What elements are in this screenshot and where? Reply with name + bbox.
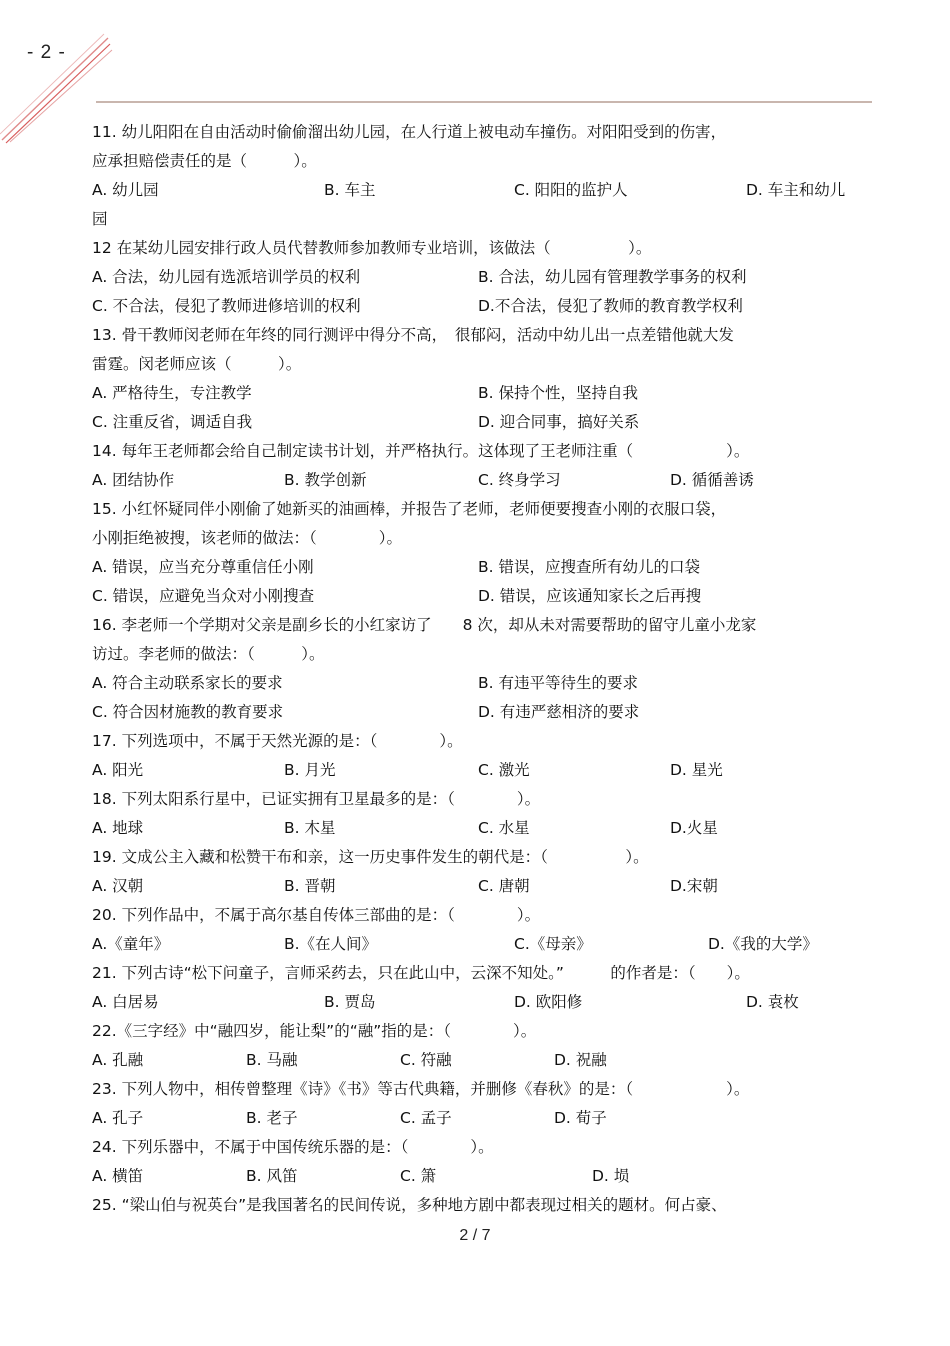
answer-option: D. 星光 — [670, 761, 723, 779]
answer-option: A.《童年》 — [92, 935, 170, 953]
answer-option: B. 错误，应搜查所有幼儿的口袋 — [478, 558, 700, 576]
answer-option: A. 团结协作 — [92, 471, 175, 489]
option-row — [92, 930, 882, 959]
answer-option: D. 祝融 — [554, 1051, 607, 1069]
question-text-line: 园 — [92, 210, 108, 228]
answer-option: D.宋朝 — [670, 877, 718, 895]
answer-option: D. 错误，应该通知家长之后再搜 — [478, 587, 702, 605]
option-row — [92, 466, 882, 495]
option-row — [92, 872, 882, 901]
question-text-line: 小刚拒绝被搜，该老师的做法：（ ）。 — [92, 529, 403, 547]
option-row — [92, 263, 882, 292]
answer-option: D. 埙 — [592, 1167, 630, 1185]
answer-option: C. 错误，应避免当众对小刚搜查 — [92, 587, 315, 605]
answer-option: A. 地球 — [92, 819, 144, 837]
answer-option: C. 唐朝 — [478, 877, 530, 895]
answer-option: B. 合法，幼儿园有管理教学事务的权利 — [478, 268, 747, 286]
answer-option: C. 孟子 — [400, 1109, 452, 1127]
answer-option: A. 孔融 — [92, 1051, 144, 1069]
answer-option: D. 有违严慈相济的要求 — [478, 703, 640, 721]
answer-option: A. 幼儿园 — [92, 181, 159, 199]
answer-option: C. 注重反省，调适自我 — [92, 413, 253, 431]
question-text-line: 12 在某幼儿园安排行政人员代替教师参加教师专业培训，该做法（ ）。 — [92, 239, 652, 257]
answer-option: B. 保持个性，坚持自我 — [478, 384, 638, 402]
answer-option: B. 木星 — [284, 819, 336, 837]
option-row — [92, 698, 882, 727]
question-text-line: 22.《三字经》中“融四岁，能让梨”的“融”指的是：（ ）。 — [92, 1022, 537, 1040]
answer-option: C. 符融 — [400, 1051, 452, 1069]
answer-option: B. 有违平等待生的要求 — [478, 674, 638, 692]
answer-option: B. 老子 — [246, 1109, 298, 1127]
page-number-top: - 2 - — [27, 42, 66, 63]
answer-option: A. 严格待生，专注教学 — [92, 384, 252, 402]
question-text-line: 25. “梁山伯与祝英台”是我国著名的民间传说，多种地方剧中都表现过相关的题材。何占豪、 — [92, 1196, 727, 1214]
answer-option: A. 横笛 — [92, 1167, 144, 1185]
answer-option: D. 车主和幼儿 — [746, 181, 846, 199]
question-text-line: 14. 每年王老师都会给自己制定读书计划，并严格执行。这体现了王老师注重（ ）。 — [92, 442, 750, 460]
answer-option: A. 孔子 — [92, 1109, 144, 1127]
answer-option: C. 符合因材施教的教育要求 — [92, 703, 284, 721]
answer-option: C. 水星 — [478, 819, 530, 837]
option-row — [92, 582, 882, 611]
option-row — [92, 1104, 882, 1133]
answer-option: B.《在人间》 — [284, 935, 378, 953]
option-row — [92, 814, 882, 843]
question-text-line: 访过。李老师的做法：（ ）。 — [92, 645, 325, 663]
answer-option: C. 不合法，侵犯了教师进修培训的权利 — [92, 297, 361, 315]
answer-option: D. 循循善诱 — [670, 471, 754, 489]
answer-option: A. 阳光 — [92, 761, 144, 779]
answer-option: D. 袁枚 — [746, 993, 799, 1011]
answer-option: C. 箫 — [400, 1167, 437, 1185]
question-text-line: 15. 小红怀疑同伴小刚偷了她新买的油画棒，并报告了老师，老师便要搜查小刚的衣服口袋， — [92, 500, 727, 518]
option-row — [92, 292, 882, 321]
answer-option: D.火星 — [670, 819, 718, 837]
answer-option: C. 阳阳的监护人 — [514, 181, 628, 199]
question-content — [92, 118, 882, 1220]
answer-option: B. 晋朝 — [284, 877, 336, 895]
answer-option: A. 符合主动联系家长的要求 — [92, 674, 283, 692]
question-text-line: 雷霆。闵老师应该（ ）。 — [92, 355, 302, 373]
header-rule — [96, 101, 872, 103]
question-text-line: 24. 下列乐器中，不属于中国传统乐器的是：（ ）。 — [92, 1138, 494, 1156]
page-indicator: 2 / 7 — [459, 1227, 491, 1244]
answer-option: B. 风笛 — [246, 1167, 298, 1185]
answer-option: B. 教学创新 — [284, 471, 367, 489]
question-text-line: 13. 骨干教师闵老师在年终的同行测评中得分不高， 很郁闷，活动中幼儿出一点差错他就大发 — [92, 326, 734, 344]
answer-option: C. 激光 — [478, 761, 530, 779]
answer-option: D. 迎合同事，搞好关系 — [478, 413, 640, 431]
option-row — [92, 988, 882, 1017]
question-text-line: 19. 文成公主入藏和松赞干布和亲，这一历史事件发生的朝代是：（ ）。 — [92, 848, 649, 866]
answer-option: B. 车主 — [324, 181, 376, 199]
option-row — [92, 553, 882, 582]
answer-option: D. 欧阳修 — [514, 993, 583, 1011]
question-text-line: 20. 下列作品中，不属于高尔基自传体三部曲的是：（ ）。 — [92, 906, 541, 924]
question-text-line: 18. 下列太阳系行星中，已证实拥有卫星最多的是：（ ）。 — [92, 790, 541, 808]
answer-option: C.《母亲》 — [514, 935, 592, 953]
question-text-line: 21. 下列古诗“松下问童子，言师采药去，只在此山中，云深不知处。” 的作者是：（ ）。 — [92, 964, 750, 982]
answer-option: D.《我的大学》 — [708, 935, 818, 953]
question-text-line: 17. 下列选项中，不属于天然光源的是：（ ）。 — [92, 732, 463, 750]
question-text-line: 16. 李老师一个学期对父亲是副乡长的小红家访了 8 次，却从未对需要帮助的留守儿童小龙家 — [92, 616, 757, 634]
option-row — [92, 1162, 882, 1191]
answer-option: A. 白居易 — [92, 993, 159, 1011]
answer-option: A. 汉朝 — [92, 877, 144, 895]
answer-option: B. 贾岛 — [324, 993, 376, 1011]
answer-option: B. 马融 — [246, 1051, 298, 1069]
answer-option: D. 荀子 — [554, 1109, 607, 1127]
answer-option: A. 错误，应当充分尊重信任小刚 — [92, 558, 314, 576]
option-row — [92, 1046, 882, 1075]
question-text-line: 23. 下列人物中，相传曾整理《诗》《书》等古代典籍，并删修《春秋》的是：（ ）。 — [92, 1080, 750, 1098]
answer-option: C. 终身学习 — [478, 471, 561, 489]
answer-option: B. 月光 — [284, 761, 336, 779]
option-row — [92, 669, 882, 698]
option-row — [92, 176, 882, 205]
answer-option: D.不合法，侵犯了教师的教育教学权利 — [478, 297, 743, 315]
option-row — [92, 408, 882, 437]
option-row — [92, 379, 882, 408]
question-text-line: 11. 幼儿阳阳在自由活动时偷偷溜出幼儿园，在人行道上被电动车撞伤。对阳阳受到的伤害， — [92, 123, 727, 141]
question-text-line: 应承担赔偿责任的是（ ）。 — [92, 152, 317, 170]
option-row — [92, 756, 882, 785]
answer-option: A. 合法，幼儿园有选派培训学员的权利 — [92, 268, 361, 286]
